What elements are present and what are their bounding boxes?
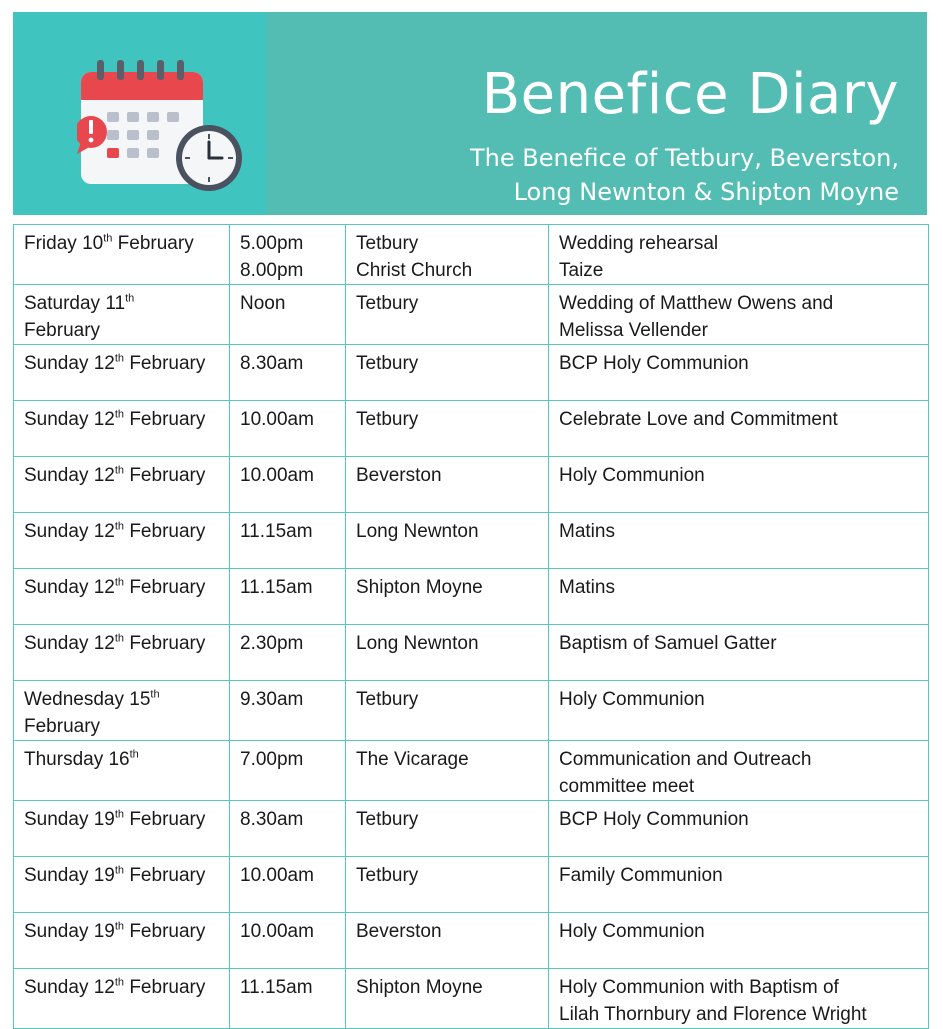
event-text: BCP Holy Communion <box>559 809 749 830</box>
date-cell <box>14 457 230 513</box>
time-text: 10.00am <box>240 921 314 942</box>
date-ordinal: th <box>114 464 125 477</box>
date-month: February <box>124 353 206 374</box>
place-cell <box>346 625 549 681</box>
event-cell <box>549 625 929 681</box>
place-text: Tetbury <box>356 353 419 374</box>
event-cell <box>549 801 929 857</box>
time-text: 11.15am <box>240 521 313 542</box>
place-cell <box>346 681 549 741</box>
subtitle-line-1: The Benefice of Tetbury, Beverston, <box>470 144 899 172</box>
date-day: Thursday 16 <box>24 749 130 770</box>
time-cell <box>230 457 346 513</box>
date-month: February <box>124 521 206 542</box>
date-ordinal: th <box>114 976 125 989</box>
place-cell <box>346 969 549 1029</box>
time-text: 10.00am <box>240 865 314 886</box>
date-cell <box>14 285 230 345</box>
date-cell <box>14 969 230 1029</box>
subtitle-line-2: Long Newnton & Shipton Moyne <box>513 178 899 206</box>
time-cell <box>230 969 346 1029</box>
date-ordinal: th <box>114 408 125 421</box>
event-text: Family Communion <box>559 865 723 886</box>
place-text: Tetbury <box>356 865 419 886</box>
date-cell <box>14 857 230 913</box>
date-ordinal: th <box>114 352 125 365</box>
date-ordinal: th <box>114 808 125 821</box>
place-text: Shipton Moyne <box>356 977 483 998</box>
date-cell <box>14 345 230 401</box>
page-title: Benefice Diary <box>481 62 899 127</box>
date-cell <box>14 225 230 285</box>
time-text: 2.30pm <box>240 633 304 654</box>
place-text: Tetbury <box>356 809 419 830</box>
time-cell <box>230 625 346 681</box>
event-cell <box>549 569 929 625</box>
place-cell <box>346 857 549 913</box>
time-text: 5.00pm <box>240 233 304 254</box>
place-text: Tetbury <box>356 409 419 430</box>
table-row <box>14 681 929 741</box>
date-month: February <box>124 865 206 886</box>
time-text: 7.00pm <box>240 749 304 770</box>
event-cell <box>549 513 929 569</box>
date-ordinal: th <box>114 576 125 589</box>
place-cell <box>346 285 549 345</box>
place-cell <box>346 513 549 569</box>
date-text <box>24 974 220 1001</box>
date-cell <box>14 569 230 625</box>
date-text <box>24 574 220 601</box>
date-ordinal: th <box>129 748 139 761</box>
time-cell <box>230 225 346 285</box>
time-cell <box>230 681 346 741</box>
event-text: Lilah Thornbury and Florence Wright <box>559 1004 867 1025</box>
event-cell <box>549 345 929 401</box>
time-cell <box>230 513 346 569</box>
date-day: Sunday 12 <box>24 409 115 430</box>
place-cell <box>346 401 549 457</box>
date-day: Sunday 12 <box>24 521 115 542</box>
event-text: Celebrate Love and Commitment <box>559 409 838 430</box>
date-month: February <box>124 809 206 830</box>
event-text: Communication and Outreach <box>559 749 812 770</box>
event-text: Holy Communion <box>559 689 705 710</box>
place-text: Tetbury <box>356 293 419 314</box>
event-cell <box>549 857 929 913</box>
time-text: 8.00pm <box>240 260 304 281</box>
time-cell <box>230 801 346 857</box>
date-ordinal: th <box>114 632 125 645</box>
event-cell <box>549 225 929 285</box>
place-text: Christ Church <box>356 260 473 281</box>
event-text: Matins <box>559 577 615 598</box>
event-text: Holy Communion with Baptism of <box>559 977 839 998</box>
event-cell <box>549 457 929 513</box>
date-text <box>24 290 220 317</box>
date-month: February <box>112 233 194 254</box>
date-day: Wednesday 15 <box>24 689 151 710</box>
table-row <box>14 569 929 625</box>
table-row <box>14 801 929 857</box>
place-text: The Vicarage <box>356 749 469 770</box>
event-text: Taize <box>559 260 604 281</box>
date-day: Sunday 19 <box>24 921 115 942</box>
place-cell <box>346 913 549 969</box>
date-ordinal: th <box>114 920 125 933</box>
place-text: Shipton Moyne <box>356 577 483 598</box>
place-cell <box>346 569 549 625</box>
event-text: committee meet <box>559 776 695 797</box>
date-month: February <box>124 921 206 942</box>
date-text <box>24 462 220 489</box>
date-month: February <box>124 977 206 998</box>
table-row <box>14 401 929 457</box>
table-row <box>14 857 929 913</box>
place-text: Long Newnton <box>356 521 479 542</box>
table-row <box>14 457 929 513</box>
time-cell <box>230 285 346 345</box>
event-text: Baptism of Samuel Gatter <box>559 633 777 654</box>
date-month: February <box>24 716 101 737</box>
date-text <box>24 806 220 833</box>
date-month: February <box>24 320 101 341</box>
table-row <box>14 345 929 401</box>
date-day: Sunday 12 <box>24 465 115 486</box>
icon-panel <box>13 12 266 215</box>
date-cell <box>14 681 230 741</box>
date-day: Friday 10 <box>24 233 104 254</box>
event-text: Wedding of Matthew Owens and <box>559 293 834 314</box>
date-text <box>24 746 220 773</box>
date-cell <box>14 801 230 857</box>
place-text: Beverston <box>356 921 442 942</box>
time-cell <box>230 569 346 625</box>
event-text: Holy Communion <box>559 921 705 942</box>
time-text: Noon <box>240 293 286 314</box>
time-cell <box>230 345 346 401</box>
date-cell <box>14 741 230 801</box>
event-text: Wedding rehearsal <box>559 233 719 254</box>
place-cell <box>346 457 549 513</box>
date-day: Sunday 12 <box>24 577 115 598</box>
time-cell <box>230 741 346 801</box>
header-banner <box>13 12 927 215</box>
time-text: 11.15am <box>240 977 313 998</box>
place-text: Tetbury <box>356 233 419 254</box>
event-text: Holy Communion <box>559 465 705 486</box>
time-text: 10.00am <box>240 409 314 430</box>
date-month: February <box>124 465 206 486</box>
event-text: Matins <box>559 521 615 542</box>
date-cell <box>14 625 230 681</box>
date-month: February <box>124 633 206 654</box>
place-cell <box>346 801 549 857</box>
date-ordinal: th <box>125 292 135 305</box>
event-text: Melissa Vellender <box>559 320 708 341</box>
place-cell <box>346 225 549 285</box>
date-text <box>24 406 220 433</box>
date-ordinal: th <box>103 232 113 245</box>
date-ordinal: th <box>114 864 125 877</box>
event-cell <box>549 681 929 741</box>
calendar-clock-icon <box>77 60 247 200</box>
date-month: February <box>124 409 206 430</box>
place-cell <box>346 345 549 401</box>
date-text <box>24 518 220 545</box>
diary-body <box>14 225 929 1029</box>
event-cell <box>549 401 929 457</box>
table-row <box>14 741 929 801</box>
date-day: Sunday 19 <box>24 809 115 830</box>
time-cell <box>230 913 346 969</box>
date-day: Saturday 11 <box>24 293 126 314</box>
table-row <box>14 513 929 569</box>
time-text: 10.00am <box>240 465 314 486</box>
time-text: 8.30am <box>240 353 304 374</box>
date-text <box>24 686 220 713</box>
date-cell <box>14 401 230 457</box>
table-row <box>14 969 929 1029</box>
date-text <box>24 862 220 889</box>
date-cell <box>14 513 230 569</box>
place-text: Long Newnton <box>356 633 479 654</box>
event-text: BCP Holy Communion <box>559 353 749 374</box>
date-day: Sunday 12 <box>24 353 115 374</box>
date-text <box>24 918 220 945</box>
date-text <box>24 230 220 257</box>
time-cell <box>230 857 346 913</box>
event-cell <box>549 285 929 345</box>
date-ordinal: th <box>114 520 125 533</box>
date-text <box>24 630 220 657</box>
time-text: 9.30am <box>240 689 304 710</box>
event-cell <box>549 741 929 801</box>
place-cell <box>346 741 549 801</box>
place-text: Tetbury <box>356 689 419 710</box>
diary-table <box>13 224 929 1029</box>
event-cell <box>549 913 929 969</box>
table-row <box>14 285 929 345</box>
date-month: February <box>124 577 206 598</box>
table-row <box>14 625 929 681</box>
table-row <box>14 225 929 285</box>
place-text: Beverston <box>356 465 442 486</box>
time-text: 8.30am <box>240 809 304 830</box>
time-text: 11.15am <box>240 577 313 598</box>
date-ordinal: th <box>150 688 160 701</box>
date-day: Sunday 19 <box>24 865 115 886</box>
event-cell <box>549 969 929 1029</box>
date-text <box>24 350 220 377</box>
date-day: Sunday 12 <box>24 977 115 998</box>
time-cell <box>230 401 346 457</box>
date-day: Sunday 12 <box>24 633 115 654</box>
table-row <box>14 913 929 969</box>
date-cell <box>14 913 230 969</box>
